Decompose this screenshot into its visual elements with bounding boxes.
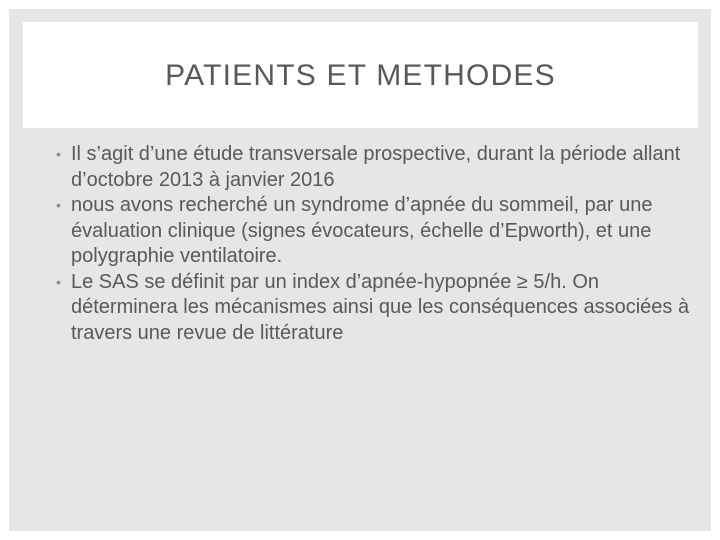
bullet-dot-icon: • <box>56 197 61 213</box>
slide <box>9 9 711 531</box>
bullet-dot-icon: • <box>56 273 61 290</box>
bullet-item <box>56 142 696 193</box>
bullet-item <box>56 193 696 270</box>
bullet-text: nous avons recherché un syndrome d’apnée du sommeil, par une évaluation clinique (signes évocateurs, échelle d’Epworth), et une polygraphie ventilatoire. <box>71 194 653 267</box>
bullet-text: Le SAS se définit par un index d’apnée-hypopnée ≥ 5/h. On déterminera les mécanismes ainsi que les conséquences associées à travers une revue de littérature <box>71 270 690 344</box>
bullet-text: Il s’agit d’une étude transversale prospective, durant la période allant d’octobre 2013 à janvier 2016 <box>71 143 681 191</box>
bullet-dot-icon: • <box>56 146 61 162</box>
bullet-item <box>56 270 696 347</box>
slide-title: PATIENTS ET METHODES <box>165 59 556 92</box>
title-box <box>23 22 698 128</box>
bullet-list <box>56 142 696 346</box>
